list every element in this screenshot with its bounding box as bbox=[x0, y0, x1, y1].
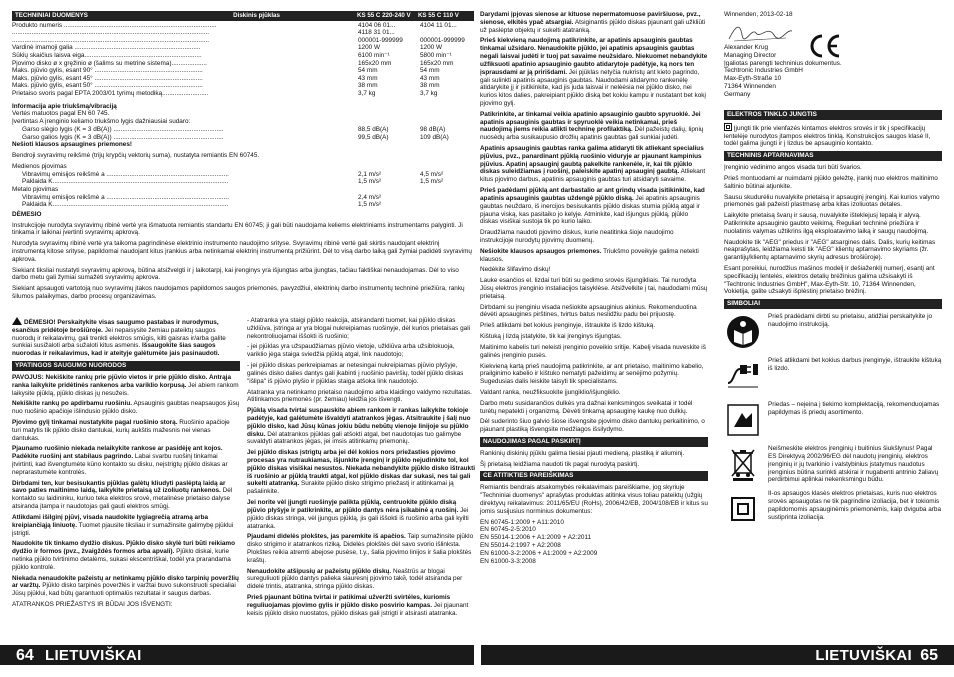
paragraph: Nedėkite šlifavimo diskų! bbox=[480, 266, 551, 274]
footer-left bbox=[0, 645, 474, 665]
desio-p1: Instrukcijoje nurodyta svyravimų ribinė vertė yra išmatuota remiantis standartu EN 60745; ji gali būti naudojama keliems elektriniams instrumentams palyginti. Ji tinkama ir laikinai įvertinti svyravimų apkrovą. bbox=[12, 221, 463, 237]
vib-metal-row-1: Vibravimų emisijos reikšmė a ..................................................................... 2,4 m/s² bbox=[22, 193, 382, 201]
paragraph: Pjaunamo ruošinio niekada nelaikykite rankose ar pasidėję ant kojos. Padėkite ruošinį ant stabilaus pagrindo. Labai svarbu ruošinį tinkamai įtvirtinti, kad išvengtumėte kūno kontakto su disku, neįstrigtų pjūklo diskas ar neprarastumėte kontrolės. bbox=[12, 445, 228, 476]
paragraph: Jei norite vėl įjungti ruošinyje palikta pjūklą, centruokite pjūklo diską pjūvio plyšyje ir patikrinkite, ar pjūklo dantys nėra įsikabinė ą ruošinį. Jei pjūklo diskas stringa, vėl įjungus pjūklą, jis gali iššokti iš ruošinio arba gali kyilti atatranka. bbox=[247, 499, 469, 530]
paragraph: Niekada nenaudokite pažeistų ar netinkamų pjūklo disko tarpinių poveržlių ar varžtų. Pjūklo disko tarpinės poveržlės ir varžtai buvo sukonstruoti specialiai Jūsų pjūklui, kad būtų garantuoti optimalūs rezultatai ir saugus darbas. bbox=[12, 574, 239, 598]
tech-data-header bbox=[12, 11, 474, 21]
spec-label: Sūkių skaičius laisva eiga.................................................................. bbox=[12, 51, 202, 59]
spec-row bbox=[12, 67, 474, 75]
spec-value: 54 mm bbox=[420, 67, 440, 75]
paragraph: Dėl suderinto šiuo galvio šiose išvengsite pjovimo disko dantukų perkaitinimo, o pjaunant plastiką išvengsite medžiagos išsilydymo. bbox=[480, 418, 705, 434]
kickback-column bbox=[247, 317, 475, 620]
paragraph: Nenaudokite atšipusių ar pažeistų pjūklo diskų. Neaštrūs ar blogai sureguliuoti pjūklo dantys paliekа siauresnį pjovimo takй, todėl atsiranda per didelė trintis, atatranka, stringa pjūklo diskas. bbox=[247, 567, 463, 591]
mains-p1: Įjungti tik prie vienfazės kintamos elektros srovės ir tik į specifikacijų lentelėje nurodytos įtampos elektros tinklą. Konstrukcijos saugos klasė II, todėl galima įjungti ir į lizdus be apsauginio kontakto. bbox=[724, 124, 931, 148]
symbol-row: Neišmeskite elektros įrenginių i buitinius šiukšlynus! Pagal ES Direktyvą 2002/96/EG dėl naudotų įrenginių, elektros įrenginių ir jų tvarkinio i valstybinius įstatymus naudotus įrenginius būtina surinkti atskirai ir nugabenti antrinio žaliavų perdirbimui aplinkai nekenksmingu būdu. bbox=[724, 445, 942, 484]
paragraph: Atlikdami išilginį pjūvį, visada naudokite lygiagrečią atramą arba kreipiančiąją liniuotę. Tuomet pjausite tiksliau ir sumažinsite galimybę pjūklui įstrigti. bbox=[12, 513, 234, 537]
spec-value: 000001-999999 bbox=[420, 36, 465, 44]
symbol-row: Priedas – neįeina į tiekimo komplektaciją, rekomenduojamas papildymas iš priedų asortimento. bbox=[724, 401, 942, 439]
spec-row bbox=[12, 37, 474, 45]
paragraph: Prieš pjaunant būtina tvirtai ir patikimai užveržti svirtėles, kuriomis reguliuojamas pjovimo gylis ir pjūklo disko posvirio kampas. Jei pjaunant keisis pjūklo disko nuostatos, pjūklo diskas gali įstrigti ir atsirasti atatranka. bbox=[247, 594, 469, 617]
tech-data-title: TECHNINIAI DUOMENYS bbox=[15, 12, 88, 19]
paragraph: Naudokite tik tinkamo dydžio diskus. Pjūklo disko skylė turi būti reikiamo dydžio ir formos (pvz., žvaigždės formos arba apvali). Pjūklo diskai, kurie netinka pjūklo tvirtinimo detalėms, sukasi ekscentriškai, todėl yra prarandama pjūklo kontrolė. bbox=[12, 540, 236, 571]
spec-label: Vardinė imamoji galia ....................................................................... bbox=[12, 44, 201, 52]
noise-title: Informacija apie triukšmą/vibraciją bbox=[12, 102, 117, 110]
spec-value: 3,7 kg bbox=[358, 89, 376, 97]
symbol-row: Prieš atlikdami bet kokius darbus įrenginyje, ištraukite kištuką iš lizdo. bbox=[724, 357, 942, 395]
sign-place: Winnenden, 2013-02-18 bbox=[724, 11, 793, 18]
sign-addr3: 71364 Winnenden bbox=[724, 83, 776, 91]
spec-value: 43 mm bbox=[358, 74, 378, 82]
spec-row bbox=[12, 29, 474, 37]
paragraph: Patikrinkite, ar tinkamai veikia apatinio apsauginio gaubto spyruoklė. Jei apatinis apsauginis gaubtas ir spyruoklė veikia netinkamai, prieš naudojimą jiems reikia atlikti techninę profilaktiką. Dėl pažeistų dalių, lipnių nuosėdų arba susikaupusio drožlių apatinis gaubtas gali sunkiai judėti. bbox=[480, 110, 704, 142]
language-right: LIETUVIŠKAI bbox=[815, 647, 912, 664]
symbol-row: Prieš pradėdami dirbti su prietaisu, atidžiai perskaitykite jo naudojimo instrukciją. bbox=[724, 313, 942, 351]
spec-value: 3,7 kg bbox=[420, 89, 438, 97]
intended-use-p1: Rankinių diskinių pjūklu galima tiesiai pjauti medieną, plastiką ir aliuminį. bbox=[480, 449, 685, 457]
paragraph: Draudžiama naudoti pjovimo diskus, kurie neatitinka šioje naudojimo instrukcijoje nurodytų pjovimų duomenų. bbox=[480, 229, 674, 244]
kickback-paragraphs bbox=[247, 317, 475, 617]
paragraph: Valdant ranka, neužfiksuokite įjungiklio/išjungiklio. bbox=[480, 388, 621, 396]
ce-standard: EN 61000-3-3:2008 bbox=[480, 557, 536, 565]
page-number-left: 64 bbox=[16, 647, 34, 664]
ce-standards-list bbox=[480, 519, 708, 566]
maint-p5: Naudokite tik "AEG" priedus ir "AEG" atsargines dalis. Dalis, kurių keitimas neaprašytas, leidžiama keisti tik "AEG" klientų aptarnavimo skyriams (žr. garantijų/klientų aptarnavimo skyrių adresus brošiūroje). bbox=[724, 238, 936, 262]
page-number-right: 65 bbox=[920, 647, 938, 664]
paragraph: Jei pjūklo diskas įstrigtų arba jei dėl kokios nors priežasties pjovimo procesas yra nutraukiamas, išjunkite įrenginį ir pjūklo nejudinkite tol, kol pjūklo diskas visiškai nesustos. Niekada nebandykite pjūklo disko ištraukti iš ruošinio ar pjūklą traukti atgal, kol pjūklo diskas dar sukasi, nes tai gali sukelti atatranką. Surakite pjūklo disko strigimo priežastį ir atitinkamai ją pašalinkite. bbox=[247, 449, 476, 496]
noise-row-2: Garso galios lygis (K = 3 dB(A)) .............................................................. 99,5 dB(A) 109 dB(A) bbox=[22, 133, 449, 141]
desio-heading: DĖMESIO bbox=[12, 210, 42, 218]
vibration-p1: Bendroji svyravimų reikšmė (trijų krypčių vektorių suma), nustatyta remiantis EN 60745. bbox=[12, 151, 260, 159]
spec-label: ............................................................................................................... bbox=[12, 36, 210, 44]
spec-value: 4118 31 01... bbox=[358, 29, 395, 37]
paragraph: PAVOJUS: Nekiškite rankų prie pjūvio vietos ir prie pjūklo disko. Antrąja ranka laikykite pridėtinės rankenos arba variklio korpusą. Jei abiem rankom laikysite pjūklą, pjūklo diskas jų nesužeis. bbox=[12, 373, 239, 397]
sign-addr1: Techtronic Industries GmbH bbox=[724, 67, 803, 75]
desio-p4: Siekiant apsaugoti vartotoją nuo svyravimų įtakos naudojamos papildomos saugos priemonės, pavyzdžiui, elektrinių darbo instrumentų techninė priežiūra, rankų šilumos palaikymas, darbo procesų organizavimas. bbox=[12, 285, 465, 301]
spec-row bbox=[12, 60, 474, 68]
weee-icon bbox=[724, 445, 762, 483]
spec-row bbox=[12, 44, 474, 52]
maint-p1: Įrenginio vėdinimo angos visada turi būti švarios. bbox=[724, 164, 862, 172]
unplug-icon bbox=[724, 357, 762, 395]
symbols-list bbox=[724, 313, 942, 528]
paragraph: Pjovimo gylį tinkamai nustatykite pagal ruošinio storą. Ruošinio apačioje turi matytis tik pjūklo disko dantukai, kurių aukštis mažesnis nei vienas dantukas. bbox=[12, 418, 230, 442]
paragraph: - jei pjūklo diskas perkreipiamas ar netesingai nukreipiamas pjūvio plyšyje, galinės disko dalies dantys gali įkabinti į ruošinio paviršių, todėl pjūklo diskas "išlipa" iš pjūvio plyšio ir pjūklas staiga atšoka link naudotojo. bbox=[247, 362, 464, 385]
spec-value: 165x20 mm bbox=[358, 59, 392, 67]
kickback-heading: ATATRANKOS PRIEŽASTYS IR BŪDAI JOS IŠVENGTI: bbox=[12, 601, 173, 608]
spec-row bbox=[12, 90, 474, 98]
paragraph: Apatinis apsauginis gaubtas ranka galima atidaryti tik atliekant specialius pjūvius, pvz., panardinant pjūklą ruošinio viduryje ar pjaunant kampinius pjūvius. Apatinį apsauginį gaubtą pakelkite rankenėle, ir, kai tik pjūklo diskas suleidžiamas į ruošinį, paleiskite apatinį apsauginį gaubtą. Atliekant kitus pjovimo darbus, apatinis apsauginis gaubtas turi atsidaryti savaime. bbox=[480, 145, 706, 184]
right-column bbox=[724, 11, 942, 534]
tech-data-col1: KS 55 C 220-240 V bbox=[357, 12, 411, 19]
tech-data-col2: KS 55 C 110 V bbox=[417, 12, 459, 19]
spec-label: ............................................................................................................... bbox=[12, 29, 210, 37]
desio-p2: Nurodyta svyravimų ribinė vertė yra taikoma pagrindinėse elektrinio instrumento naudojimo srityse. Svyravimų ribinė vertė gali skirtis naudojant elektrinį instrumentą kitose srityse, papildomai naudojant kitus įrankius arba netinkamai elektrinį instrumentą prižiūrint. Dėl to visą darbo laiką gali žymiai padidėti svyravimų apkrova. bbox=[12, 240, 472, 263]
intended-use-bar: NAUDOJIMAS PAGAL PASKIRTĮ bbox=[480, 437, 708, 447]
symbols-bar: SIMBOLIAI bbox=[724, 299, 942, 309]
vibration-metal: Metalo pjovimas bbox=[12, 185, 59, 193]
spec-value: 165x20 mm bbox=[420, 59, 454, 67]
paragraph: Atatranka yra netinkamo prietaiso naudojimo arba klaidingo valdymo rezultatas. Atitinkamos priemonės (pr. žemiau) leidžia jos išvengti. bbox=[247, 388, 472, 404]
intended-use-p2: Šį prietaisą leidžiama naudoti tik pagal nurodytą paskirtį. bbox=[480, 460, 640, 468]
paragraph: Darbo metu susidarančios dulkės yra dažnai kenksmingos sveikatai ir todėl turėtų nepatekti į organizmą. Dėvėti tinkamą apsauginę kaukę nuo dulkių. bbox=[480, 399, 693, 415]
maint-p2: Prieš montuodami ar nuimdami pjūklo geležtę, įrankį nuo elektros maitinimo šaltinio būtinai atjunkite. bbox=[724, 174, 938, 190]
spec-value: 54 mm bbox=[358, 67, 378, 75]
spec-value: 4104 11 01... bbox=[420, 21, 457, 29]
spec-label: Produkto numeris ...................................................................................... bbox=[12, 21, 217, 29]
paragraph: Lauke esančios el. lizdai turi būti su gedimo srovės išjungikliais. Tai nurodyta Jūsų elektros įrenginio instaliacijos taisyklėse. Atsižvelkite į tai, naudodami mūsų prietaisą. bbox=[480, 277, 708, 300]
sign-auth: Įgaliotas parengti techninius dokumentus. bbox=[724, 59, 842, 67]
spec-value: 6100 min⁻¹ bbox=[358, 51, 390, 59]
class-ii-icon bbox=[724, 490, 762, 528]
ce-bar: CE ATITIKTIES PAREIŠKIMAS bbox=[480, 471, 708, 481]
spec-label: Maks. pjūvio gylis, esant 90° ............................................................. bbox=[12, 67, 203, 75]
paragraph: Nekiškite rankų po apdirbamu ruošiniu. Apsauginis gaubtas neapsaugos jūsų nuo ruošinio apačioje išlindusio pjūklo disko. bbox=[12, 400, 240, 416]
paragraph: Kištuką į lizdą įstatykite, tik kai įrenginys išjungtas. bbox=[480, 333, 622, 341]
noise-warning: Nešioti klausos apsaugines priemones! bbox=[12, 141, 133, 149]
noise-p2: Įvertintas A įrenginio keliamo triukšmo lygis dažniausiai sudaro: bbox=[12, 118, 191, 126]
spec-value: 38 mm bbox=[420, 82, 440, 90]
ce-standard: EN 60745-2-5:2010 bbox=[480, 526, 536, 534]
ce-standard: EN 61000-3-2:2006 + A1:2009 + A2:2009 bbox=[480, 549, 598, 557]
symbol-row: II-os apsaugos klasės elektros prietaisas, kuris nuo elektros srovės apsaugotas ne tik pagrindine izoliacija, bet ir tokiomis papildomomis apsauginėmis priemonėmis, kaip dviguba arba sustiprinta izoliacija. bbox=[724, 490, 942, 528]
safety-bar: YPATINGOS SAUGUMO NUORODOS bbox=[12, 361, 240, 371]
ce-standard: EN 55014-2:1997 + A2:2008 bbox=[480, 541, 561, 549]
guard-paragraphs bbox=[480, 11, 708, 434]
warning-box: DĖMESIO! Perskaitykite visas saugumo pastabas ir nurodymus, esančius pridėtoje brošiūroje. Jei nepaisysite žemiau pateiktų saugos nuorodų ir reikalavimų, gali trenkti elektros smūgis, kilti gaisras ir/arba galite sunkiai susižaloti arba sužaloti kitus asmenis. Išsaugokite šias saugos nuorodas ir reikalavimus, kad ir ateityje galėtumėte jais pasinaudoti. bbox=[12, 319, 226, 358]
sign-role: Managing Director bbox=[724, 51, 777, 59]
read-manual-icon bbox=[724, 313, 762, 351]
ce-standard: EN 55014-1:2006 + A1:2009 + A2:2011 bbox=[480, 534, 592, 542]
paragraph: - Atatranka yra staigi pjūklo reakcija, atsirandanti tuomet, kai pjūklo diskas užkliūva, įstringa ar yra blogai nukreipiamas ruošinyje, dėl kurios prietaisas gali nekontroliuojamai iššokti iš ruošinio; bbox=[247, 317, 471, 340]
language-left: LIETUVIŠKAI bbox=[45, 647, 142, 664]
safety-paragraphs bbox=[12, 374, 240, 598]
spec-value: 5800 min⁻¹ bbox=[420, 51, 452, 59]
paragraph: Dirbdami su įrenginiu visada nešiokite apsauginius akinius. Rekomenduotina dėvėti apsaugines pirštines, tvirtus batus neslidžiu padu bei prijuostę. bbox=[480, 303, 697, 319]
spec-row bbox=[12, 52, 474, 60]
sign-name: Alexander Krug bbox=[724, 44, 769, 51]
vib-wood-row-1: Vibravimų emisijos reikšmė a ..................................................................... 2,1 m/s² 4,5 m/s² bbox=[22, 170, 444, 178]
noise-row-1: Garso slėgio lygis (K = 3 dB(A)) .............................................................. 88,5 dB(A) 98 dB(A) bbox=[22, 125, 446, 133]
spec-table bbox=[12, 22, 474, 98]
spec-row bbox=[12, 75, 474, 83]
maintenance-bar: TECHNINIS APTARNAVIMAS bbox=[724, 151, 942, 161]
vib-metal-row-2: Paklaida K................................................................................................... 1,5 m/s² bbox=[22, 201, 382, 209]
paragraph: Pjaudami didelės plokštes, jas paremkite iš apačios. Taip sumažinsite pjūklo disko strigimo ir atatrankos riziką. Didelės plokštės dėl savo svorio išlinksta. Plokštes reikia atremti abejose pusėse, t.y., šalia pjovimo linijos ir šalia plokštės kraštų. bbox=[247, 533, 474, 564]
vib-wood-row-2: Paklaida K................................................................................................... 1,5 m/s² 1,5 m/s² bbox=[22, 178, 444, 186]
paragraph: Dirbdami ten, kur besisukantis pjūklas galėtų kliudyti paslėptą laidą ar savo paties maitinimo laidą, laikykite prietaisą už izoliuotų rankenos. Dėl kontakto su laidininku, kuriuo teka elektros srovė, metalinėse prietaiso dalyse atsiranda įtampa ir naudotojas gali gauti elektros smūgį. bbox=[12, 479, 233, 511]
spec-value: 4104 06 01... bbox=[358, 21, 396, 29]
paragraph: Prieš padėdami pjūklą ant darbastalio ar ant grindų visada įsitikinkite, kad apatinis apsauginis gaubtas uždengė pjūklo diską. Jei apatinis apsauginis gaubtas neuždaro, iš inercijos besisukantis pjūklo diskas stumia pjūklą atgal ir pjauna viską, kas pasitaiko jo kelyje. Atminkite, kad išjungus pjūklą, pjūklo diskas visiškai sustoja tik po kurio laiko. bbox=[480, 187, 705, 226]
paragraph: Nešiokite klausos apsaugos priemones. Triukšmo poveikyje galima netekti klausos. bbox=[480, 247, 699, 263]
paragraph: - jei pjūklas yra užspaudžiamas pjūvio vietoje, užkliūva arba užsiblokuoja, variklio jėga staiga sviedžia pjūklą atgal, link naudotojo; bbox=[247, 343, 455, 359]
ce-p1: Remiantis bendrais atsakomybės reikalavimais pareiškiame, jog skyriuje "Techniniai duomenys" aprašytas produktas atitinka visus toliau pateiktų (užgių direktyvų reikalavimus: 2011/65/EU (RoHs), 2006/42/EB, 2004/108/EB ir kitus su jomis susijusius norminius dokumentus: bbox=[480, 484, 708, 515]
tech-data-col0: Diskinis pjūklas bbox=[233, 12, 280, 19]
mains-bar: ELEKTROS TINKLO JUNGTIS bbox=[724, 110, 942, 120]
noise-p1: Vertės matuotos pagal EN 60 745. bbox=[12, 110, 110, 118]
spec-row bbox=[12, 22, 474, 30]
spec-value: 38 mm bbox=[358, 82, 378, 90]
spec-label: Prietaiso svoris pagal EPTA 2003/01 tyrimų metodiką.......................... bbox=[12, 89, 209, 97]
spec-value bbox=[420, 29, 474, 37]
ce-standard: EN 60745-1:2009 + A11:2010 bbox=[480, 518, 564, 526]
vibration-wood: Medienos pjovimas bbox=[12, 162, 67, 170]
class-ii-small-icon bbox=[724, 123, 732, 131]
signature-block bbox=[724, 11, 942, 107]
spec-label: Pjovimo disko ø x gręžinio ø (šalims su metrine sistema).................... bbox=[12, 59, 207, 67]
warning-icon bbox=[12, 317, 22, 325]
spec-label: Maks. pjūvio gylis, esant 50° ............................................................. bbox=[12, 82, 203, 90]
spec-value: 43 mm bbox=[420, 74, 440, 82]
footer-right bbox=[481, 645, 954, 665]
paragraph: Darydami įpjovas sienose ar kituose nepermatomuose paviršiuose, pvz., sienose, elkitės ypač atsargiai. Atsiginantis pjūklo diskas pjaunant gali užkliūti už paslėptø objektų ir sukelti atatranką. bbox=[480, 11, 706, 34]
tech-data-column bbox=[12, 11, 474, 304]
paragraph: Pjūklą visada tvirtai suspauskite abiem rankom ir rankas laikykite tokioje padėtyje, kad galėtumėte išvaldyti atatrankos jėgas. Atsitraukite į šalį nuo pjūklo disko, kad Jūsų kūnas jokiu būdu nebūtų vienoje linijoje su pjūklo disku. Dėl atatrankos pjūklas gali atšokti atgal, bet naudotojas tuo galimybe suvaldyti atatrankos jėgas, jei imsis atitinkamų priemonių. bbox=[247, 407, 471, 446]
guard-column bbox=[480, 11, 708, 565]
spec-value: 1200 W bbox=[420, 44, 443, 52]
accessory-icon bbox=[724, 401, 762, 439]
paragraph: Prieš atlikdami bet kokius įrenginyje, ištraukite iš lizdo kištuką. bbox=[480, 322, 656, 330]
spec-row bbox=[12, 82, 474, 90]
signature-graphic bbox=[726, 21, 796, 43]
safety-column bbox=[12, 317, 240, 612]
spec-value: 1200 W bbox=[358, 44, 381, 52]
sign-addr4: Germany bbox=[724, 90, 751, 98]
sign-addr2: Max-Eyth-Straße 10 bbox=[724, 75, 782, 83]
desio-p3: Siekiant tiksliai nustatyti svyravimų apkrovą, būtina atsižvelgti ir į laikotarpį, kai įrenginys yra išjungtas arba įjungtas, tačiau faktiškai nenaudojamas. Dėl to viso darbo metu gali žymiai sumažėti svyravimų apkrova. bbox=[12, 266, 459, 282]
spec-value: 000001-999999 bbox=[358, 36, 403, 44]
spec-label: Maks. pjūvio gylis, esant 45° ............................................................. bbox=[12, 74, 203, 82]
paragraph: Prieš kiekvieną naudojimą patikrinkite, ar apatinis apsauginis gaubtas tinkamai užsidaro. Nenaudokite pjūklo, jei apatinis apsauginis gaubtas negali laisvai judėti ir tuoj pat savaime neužsidaro. Niekuomet nebandykite užfiksuoti apatinio apsauginio gaubto atidarytoje padėtyje, ką nors ten įsprausdami ar ją pririšdami. Jei pjūklas netyčia nukristų ant kieto pagrindo, gali sulinkti apatinis apsauginis gaubtas. Naudodami atidarymo rankenėlę atidarykite jį ir įsitikinkite, kad jis juda laisvai ir nelėėsia nei pjūklo disko, nei kurios kitos dalies, pakreipiant pjūklo diską bet kokiu kampu ir nustatant bet kokį pjovimo gylį. bbox=[480, 37, 708, 107]
maint-p4: Laikykite prietaisą švarų ir sausą, nuvalykite išteklejusį tepalą ir alyvą. Patikrinkite apsauginio gaubto veikimą. Reguliari techninė priežiūra ir nuolatinis valymas užtikrins ilgą eksploatavimo laiką ir saugų naudojimą. bbox=[724, 212, 929, 235]
paragraph: Kiekvieną kartą prieš naudojimą patikrinkite, ar ant prietaiso, maitinimo kabelio, prailginimo kabelio ir kištuko nematyti pažeidimų ar senėjimo požymių. Sugedusias dalis leiskite taisyti tik specialistams. bbox=[480, 362, 704, 386]
maint-p3: Sausu skudurėliu nuvalykite prietaisą ir apsauginį įrenginį. Kai kurios valymo priemonės gali pažeisti plastmasę arba kitas izoliuotas detales. bbox=[724, 193, 940, 209]
paragraph: Maitinimo kabelis turi neleisti įrenginio poveikio sritije. Kabelį visada nuveskite iš galinės įrenginio pusės. bbox=[480, 343, 706, 359]
maint-p6: Esant poreikiui, nurodžius mašinos modelį ir dešiaženklį numerį, esantį ant specifikacijų lentelės, elektros detalių brėžinius galima užsisakyti iš "Techtronic Industries GmbH", Max-Eyth-Str. 10, 71364 Winnenden, Vokietija, galite užsakyti išplėstinį prietaiso brėžinį. bbox=[724, 265, 935, 296]
